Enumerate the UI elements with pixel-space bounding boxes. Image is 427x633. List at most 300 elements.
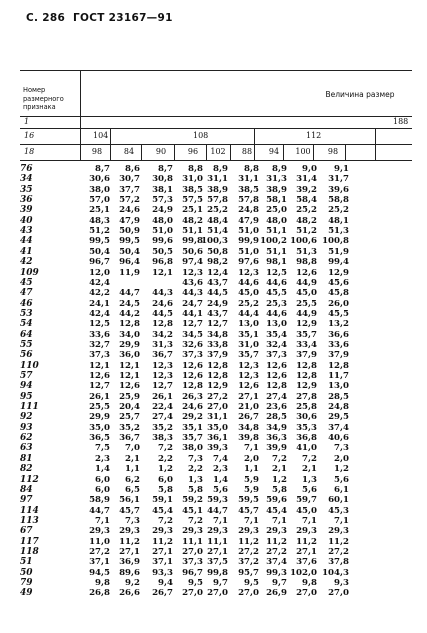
table-cell: 48,2 xyxy=(182,215,203,226)
table-cell: 25,5 xyxy=(89,402,110,413)
table-cell: 12,8 xyxy=(266,381,287,392)
table-cell: 27,1 xyxy=(119,546,140,557)
table-cell: 51,4 xyxy=(207,226,228,237)
table-cell: 99,5 xyxy=(119,236,140,247)
table-cell: 9,7 xyxy=(213,578,228,588)
col-header-7: 94 xyxy=(268,147,280,156)
col-header-2: 84 xyxy=(123,147,135,156)
table-cell: 31,0 xyxy=(182,174,203,185)
table-cell: 30,7 xyxy=(119,174,140,185)
table-cell: 22,4 xyxy=(152,402,173,413)
row-number: 44 xyxy=(20,236,33,247)
table-cell: 38,3 xyxy=(152,433,173,444)
table-cell: 96,7 xyxy=(89,257,110,268)
table-cell: 50,9 xyxy=(119,226,140,237)
table-cell: 25,8 xyxy=(296,402,317,413)
table-cell: 44,1 xyxy=(182,308,203,319)
row-number: 118 xyxy=(20,546,39,557)
row-number: 50 xyxy=(20,567,33,578)
table-cell: 5,8 xyxy=(272,484,287,495)
table-cell: 37,1 xyxy=(89,557,110,568)
table-cell: 37,9 xyxy=(207,350,228,361)
table-cell: 12,9 xyxy=(296,319,317,330)
table-cell: 57,8 xyxy=(207,195,228,206)
table-cell: 12,1 xyxy=(152,267,173,278)
table-cell: 93,3 xyxy=(152,567,173,578)
table-cell: 26,0 xyxy=(328,298,349,309)
table-cell: 51,2 xyxy=(89,226,110,237)
page-number-and-standard xyxy=(26,12,173,24)
table-cell: 25,1 xyxy=(182,205,203,216)
table-cell: 38,5 xyxy=(238,184,259,195)
table-cell: 25,5 xyxy=(296,298,317,309)
table-cell: 12,8 xyxy=(207,360,228,371)
table-cell: 5,9 xyxy=(244,484,259,495)
table-cell: 11,7 xyxy=(328,371,349,381)
table-cell: 12,9 xyxy=(296,381,317,392)
table-cell: 31,1 xyxy=(238,174,259,185)
table-cell: 37,8 xyxy=(328,557,349,568)
table-cell: 30,8 xyxy=(152,174,173,185)
table-cell: 33,8 xyxy=(207,339,228,350)
table-cell: 9,3 xyxy=(334,578,349,588)
table-cell: 9,5 xyxy=(244,578,259,588)
table-cell: 13,0 xyxy=(328,381,349,392)
table-cell: 24,8 xyxy=(328,402,349,413)
table-cell: 59,2 xyxy=(182,495,203,506)
table-cell: 31,3 xyxy=(266,174,287,185)
table-cell: 25,2 xyxy=(207,205,228,216)
table-cell: 12,9 xyxy=(207,381,228,392)
table-cell: 27,1 xyxy=(238,391,259,402)
table-cell: 100,8 xyxy=(322,236,349,247)
table-cell: 57,5 xyxy=(182,195,203,206)
table-cell: 38,9 xyxy=(266,184,287,195)
table-cell: 6,0 xyxy=(158,474,173,485)
row-number: 79 xyxy=(20,578,33,588)
table-cell: 34,9 xyxy=(266,422,287,433)
table-cell: 27,0 xyxy=(182,588,203,599)
table-cell: 35,3 xyxy=(296,422,317,433)
table-cell: 2,1 xyxy=(125,453,140,464)
table-cell: 9,8 xyxy=(302,578,317,588)
row-number: 76 xyxy=(20,164,33,174)
table-cell: 37,9 xyxy=(296,350,317,361)
row-number: 62 xyxy=(20,433,33,444)
table-cell: 27,2 xyxy=(89,546,110,557)
table-cell: 26,7 xyxy=(152,588,173,599)
table-cell: 11,2 xyxy=(328,536,349,547)
table-cell: 9,2 xyxy=(125,578,140,588)
table-cell: 96,8 xyxy=(152,257,173,268)
table-cell: 45,0 xyxy=(296,505,317,516)
table-cell: 12,8 xyxy=(119,319,140,330)
table-cell: 48,4 xyxy=(207,215,228,226)
table-cell: 45,6 xyxy=(328,277,349,288)
table-cell: 25,2 xyxy=(328,205,349,216)
row-label-header: Номер размерного признака xyxy=(23,86,64,111)
table-cell: 36,9 xyxy=(119,557,140,568)
table-cell: 42,4 xyxy=(89,277,110,288)
table-cell: 44,3 xyxy=(182,288,203,299)
table-cell: 50,5 xyxy=(152,246,173,257)
table-cell: 12,3 xyxy=(152,371,173,381)
table-cell: 12,6 xyxy=(89,371,110,381)
row-number: 35 xyxy=(20,184,33,195)
table-cell: 12,5 xyxy=(266,267,287,278)
table-cell: 27,0 xyxy=(328,588,349,599)
table-cell: 12,7 xyxy=(182,319,203,330)
table-cell: 7,2 xyxy=(302,453,317,464)
table-cell: 21,0 xyxy=(238,402,259,413)
table-cell: 97,4 xyxy=(182,257,203,268)
table-cell: 25,3 xyxy=(266,298,287,309)
table-rule-3 xyxy=(20,144,412,145)
table-cell: 12,3 xyxy=(238,360,259,371)
row-number: 84 xyxy=(20,484,33,495)
table-cell: 1,3 xyxy=(302,474,317,485)
row-number: 45 xyxy=(20,277,33,288)
table-cell: 7,1 xyxy=(244,515,259,526)
table-cell: 13,0 xyxy=(238,319,259,330)
row-number: 92 xyxy=(20,412,33,423)
table-cell: 28,5 xyxy=(328,391,349,402)
table-cell: 11,9 xyxy=(119,267,140,278)
table-cell: 27,4 xyxy=(266,391,287,402)
col-header-3: 90 xyxy=(155,147,167,156)
row-number: 40 xyxy=(20,215,33,226)
table-cell: 7,1 xyxy=(272,515,287,526)
table-cell: 50,8 xyxy=(207,246,228,257)
table-cell: 37,6 xyxy=(296,557,317,568)
table-cell: 12,6 xyxy=(182,360,203,371)
table-cell: 29,3 xyxy=(207,526,228,537)
table-cell: 31,4 xyxy=(296,174,317,185)
col-header-8: 100 xyxy=(295,147,311,156)
table-cell: 36,7 xyxy=(119,433,140,444)
table-cell: 104,3 xyxy=(322,567,349,578)
table-cell: 36,0 xyxy=(119,350,140,361)
table-cell: 29,9 xyxy=(119,339,140,350)
row-number: 42 xyxy=(20,257,33,268)
table-cell: 1,2 xyxy=(334,464,349,475)
table-cell: 37,3 xyxy=(266,350,287,361)
table-cell: 45,7 xyxy=(238,505,259,516)
table-cell: 27,1 xyxy=(207,546,228,557)
row-number: 82 xyxy=(20,464,33,475)
table-cell: 12,3 xyxy=(238,267,259,278)
table-cell: 51,1 xyxy=(266,246,287,257)
table-cell: 1,4 xyxy=(213,474,228,485)
table-cell: 31,7 xyxy=(328,174,349,185)
table-cell: 2,3 xyxy=(95,453,110,464)
table-cell: 8,7 xyxy=(158,164,173,174)
table-cell: 12,4 xyxy=(207,267,228,278)
table-cell: 7,3 xyxy=(125,515,140,526)
table-cell: 38,0 xyxy=(89,184,110,195)
table-cell: 58,1 xyxy=(266,195,287,206)
table-cell: 98,2 xyxy=(207,257,228,268)
table-cell: 97,6 xyxy=(238,257,259,268)
table-cell: 45,4 xyxy=(152,505,173,516)
table-cell: 7,1 xyxy=(213,515,228,526)
table-cell: 44,4 xyxy=(238,308,259,319)
table-cell: 29,3 xyxy=(119,526,140,537)
table-cell: 44,7 xyxy=(89,505,110,516)
table-cell: 40,6 xyxy=(328,433,349,444)
table-cell: 45,8 xyxy=(328,288,349,299)
table-cell: 12,3 xyxy=(152,360,173,371)
table-cell: 24,6 xyxy=(182,402,203,413)
table-cell: 8,8 xyxy=(188,164,203,174)
table-cell: 12,1 xyxy=(89,360,110,371)
row-number: 111 xyxy=(20,402,39,413)
table-cell: 58,4 xyxy=(296,195,317,206)
table-cell: 9,4 xyxy=(158,578,173,588)
table-cell: 44,5 xyxy=(152,308,173,319)
table-cell: 11,2 xyxy=(238,536,259,547)
table-cell: 34,2 xyxy=(152,329,173,340)
table-cell: 32,6 xyxy=(182,339,203,350)
row-number: 93 xyxy=(20,422,33,433)
table-cell: 11,1 xyxy=(182,536,203,547)
table-cell: 24,7 xyxy=(182,298,203,309)
table-cell: 57,3 xyxy=(152,195,173,206)
table-cell: 35,0 xyxy=(89,422,110,433)
table-cell: 96,7 xyxy=(182,567,203,578)
table-cell: 58,8 xyxy=(328,195,349,206)
table-cell: 59,1 xyxy=(152,495,173,506)
table-cell: 37,1 xyxy=(152,557,173,568)
col-rule-1 xyxy=(141,144,142,160)
table-cell: 13,2 xyxy=(328,319,349,330)
table-cell: 57,8 xyxy=(238,195,259,206)
table-cell: 26,8 xyxy=(89,588,110,599)
table-cell: 12,8 xyxy=(328,360,349,371)
table-cell: 2,2 xyxy=(158,453,173,464)
table-cell: 44,3 xyxy=(152,288,173,299)
row-number: 112 xyxy=(20,474,39,485)
table-cell: 8,8 xyxy=(244,164,259,174)
table-cell: 12,8 xyxy=(152,319,173,330)
table-cell: 31,1 xyxy=(207,412,228,423)
table-cell: 29,3 xyxy=(266,526,287,537)
table-cell: 12,3 xyxy=(182,267,203,278)
table-cell: 44,7 xyxy=(207,505,228,516)
table-cell: 51,0 xyxy=(238,226,259,237)
table-cell: 33,6 xyxy=(89,329,110,340)
table-cell: 27,0 xyxy=(207,402,228,413)
table-cell: 45,5 xyxy=(266,288,287,299)
table-cell: 1,2 xyxy=(272,474,287,485)
row-number: 46 xyxy=(20,298,33,309)
table-cell: 11,2 xyxy=(119,536,140,547)
table-cell: 7,2 xyxy=(158,443,173,454)
table-cell: 12,6 xyxy=(266,360,287,371)
table-cell: 50,4 xyxy=(119,246,140,257)
table-cell: 37,3 xyxy=(182,350,203,361)
table-cell: 45,0 xyxy=(238,288,259,299)
table-cell: 42,2 xyxy=(89,288,110,299)
table-cell: 11,2 xyxy=(152,536,173,547)
table-cell: 36,6 xyxy=(328,329,349,340)
table-cell: 100,2 xyxy=(260,236,287,247)
table-cell: 37,2 xyxy=(238,557,259,568)
table-cell: 26,9 xyxy=(266,588,287,599)
table-cell: 57,2 xyxy=(119,195,140,206)
row-number: 67 xyxy=(20,526,33,537)
table-cell: 99,9 xyxy=(238,236,259,247)
table-cell: 59,5 xyxy=(238,495,259,506)
table-cell: 36,3 xyxy=(266,433,287,444)
table-cell: 37,4 xyxy=(266,557,287,568)
table-cell: 43,6 xyxy=(182,277,203,288)
table-cell: 100,3 xyxy=(201,236,228,247)
table-cell: 7,2 xyxy=(158,515,173,526)
table-cell: 7,3 xyxy=(334,443,349,454)
table-cell: 37,5 xyxy=(207,557,228,568)
sizes-row-label: 16 xyxy=(24,131,35,140)
table-cell: 44,7 xyxy=(119,288,140,299)
table-cell: 24,9 xyxy=(152,205,173,216)
size-group-rule-1 xyxy=(110,128,111,160)
table-cell: 48,0 xyxy=(266,215,287,226)
table-cell: 51,1 xyxy=(182,226,203,237)
table-cell: 34,0 xyxy=(119,329,140,340)
table-cell: 37,3 xyxy=(182,557,203,568)
size-value-104: 104 xyxy=(93,131,109,140)
row-number: 81 xyxy=(20,453,33,464)
table-cell: 32,4 xyxy=(266,339,287,350)
table-cell: 1,4 xyxy=(95,464,110,475)
table-cell: 7,1 xyxy=(244,443,259,454)
table-cell: 11,2 xyxy=(296,536,317,547)
table-cell: 12,6 xyxy=(119,381,140,392)
table-cell: 9,0 xyxy=(302,164,317,174)
col-header-6: 88 xyxy=(241,147,253,156)
row-number: 36 xyxy=(20,195,33,206)
table-cell: 35,2 xyxy=(152,422,173,433)
col-header-9: 98 xyxy=(327,147,339,156)
table-cell: 29,3 xyxy=(152,526,173,537)
table-cell: 45,4 xyxy=(266,505,287,516)
table-cell: 24,6 xyxy=(152,298,173,309)
table-cell: 24,9 xyxy=(207,298,228,309)
index-row-value: 188 xyxy=(393,117,409,126)
table-top-rule xyxy=(20,70,412,71)
table-cell: 50,4 xyxy=(89,246,110,257)
table-cell: 29,3 xyxy=(296,526,317,537)
table-cell: 44,6 xyxy=(266,277,287,288)
table-cell: 51,2 xyxy=(296,226,317,237)
table-cell: 32,7 xyxy=(89,339,110,350)
table-cell: 38,5 xyxy=(182,184,203,195)
table-cell: 12,9 xyxy=(328,267,349,278)
row-number: 34 xyxy=(20,174,33,185)
table-cell: 41,0 xyxy=(296,443,317,454)
table-cell: 31,3 xyxy=(152,339,173,350)
table-cell: 5,8 xyxy=(188,484,203,495)
table-cell: 20,4 xyxy=(119,402,140,413)
table-cell: 27,1 xyxy=(296,546,317,557)
table-cell: 31,0 xyxy=(238,339,259,350)
table-cell: 27,8 xyxy=(296,391,317,402)
table-cell: 48,0 xyxy=(152,215,173,226)
table-cell: 39,6 xyxy=(328,184,349,195)
table-cell: 25,2 xyxy=(238,298,259,309)
table-cell: 31,1 xyxy=(207,174,228,185)
label-column-rule xyxy=(80,70,81,160)
table-cell: 47,9 xyxy=(238,215,259,226)
row-number: 117 xyxy=(20,536,39,547)
row-number: 55 xyxy=(20,339,33,350)
row-number: 63 xyxy=(20,443,33,454)
table-cell: 2,0 xyxy=(244,453,259,464)
table-cell: 45,7 xyxy=(119,505,140,516)
standard-code: ГОСТ 23167—91 xyxy=(73,12,173,24)
table-cell: 27,0 xyxy=(296,588,317,599)
table-cell: 9,7 xyxy=(272,578,287,588)
table-cell: 96,4 xyxy=(119,257,140,268)
table-cell: 34,5 xyxy=(182,329,203,340)
table-cell: 27,0 xyxy=(182,546,203,557)
col-rule-7 xyxy=(345,144,346,160)
table-cell: 99,5 xyxy=(89,236,110,247)
table-cell: 51,3 xyxy=(296,246,317,257)
table-cell: 12,8 xyxy=(182,381,203,392)
table-cell: 8,9 xyxy=(272,164,287,174)
table-cell: 24,5 xyxy=(119,298,140,309)
table-cell: 5,8 xyxy=(158,484,173,495)
row-number: 57 xyxy=(20,371,33,381)
table-cell: 34,8 xyxy=(207,329,228,340)
table-cell: 48,2 xyxy=(296,215,317,226)
table-cell: 11,2 xyxy=(266,536,287,547)
table-cell: 6,5 xyxy=(125,484,140,495)
table-cell: 27,0 xyxy=(207,588,228,599)
table-cell: 12,6 xyxy=(182,371,203,381)
table-cell: 26,7 xyxy=(238,412,259,423)
table-cell: 44,9 xyxy=(296,277,317,288)
table-cell: 39,8 xyxy=(238,433,259,444)
table-cell: 12,8 xyxy=(296,360,317,371)
table-cell: 95,7 xyxy=(238,567,259,578)
table-cell: 7,1 xyxy=(95,515,110,526)
table-cell: 99,8 xyxy=(207,567,228,578)
table-cell: 44,2 xyxy=(119,308,140,319)
size-value-108: 108 xyxy=(193,131,209,140)
table-cell: 2,1 xyxy=(272,464,287,475)
table-cell: 38,0 xyxy=(182,443,203,454)
table-cell: 45,1 xyxy=(182,505,203,516)
table-cell: 30,6 xyxy=(89,174,110,185)
table-cell: 27,4 xyxy=(152,412,173,423)
table-cell: 38,9 xyxy=(207,184,228,195)
table-cell: 35,7 xyxy=(182,433,203,444)
table-cell: 13,0 xyxy=(266,319,287,330)
table-cell: 24,6 xyxy=(119,205,140,216)
table-cell: 43,7 xyxy=(207,308,228,319)
table-cell: 30,6 xyxy=(296,412,317,423)
table-cell: 39,2 xyxy=(296,184,317,195)
table-cell: 27,1 xyxy=(152,546,173,557)
index-row-label: 1 xyxy=(24,117,30,126)
table-cell: 11,1 xyxy=(207,536,228,547)
table-cell: 5,6 xyxy=(334,474,349,485)
table-cell: 35,4 xyxy=(266,329,287,340)
table-cell: 5,6 xyxy=(302,484,317,495)
table-cell: 7,0 xyxy=(125,443,140,454)
